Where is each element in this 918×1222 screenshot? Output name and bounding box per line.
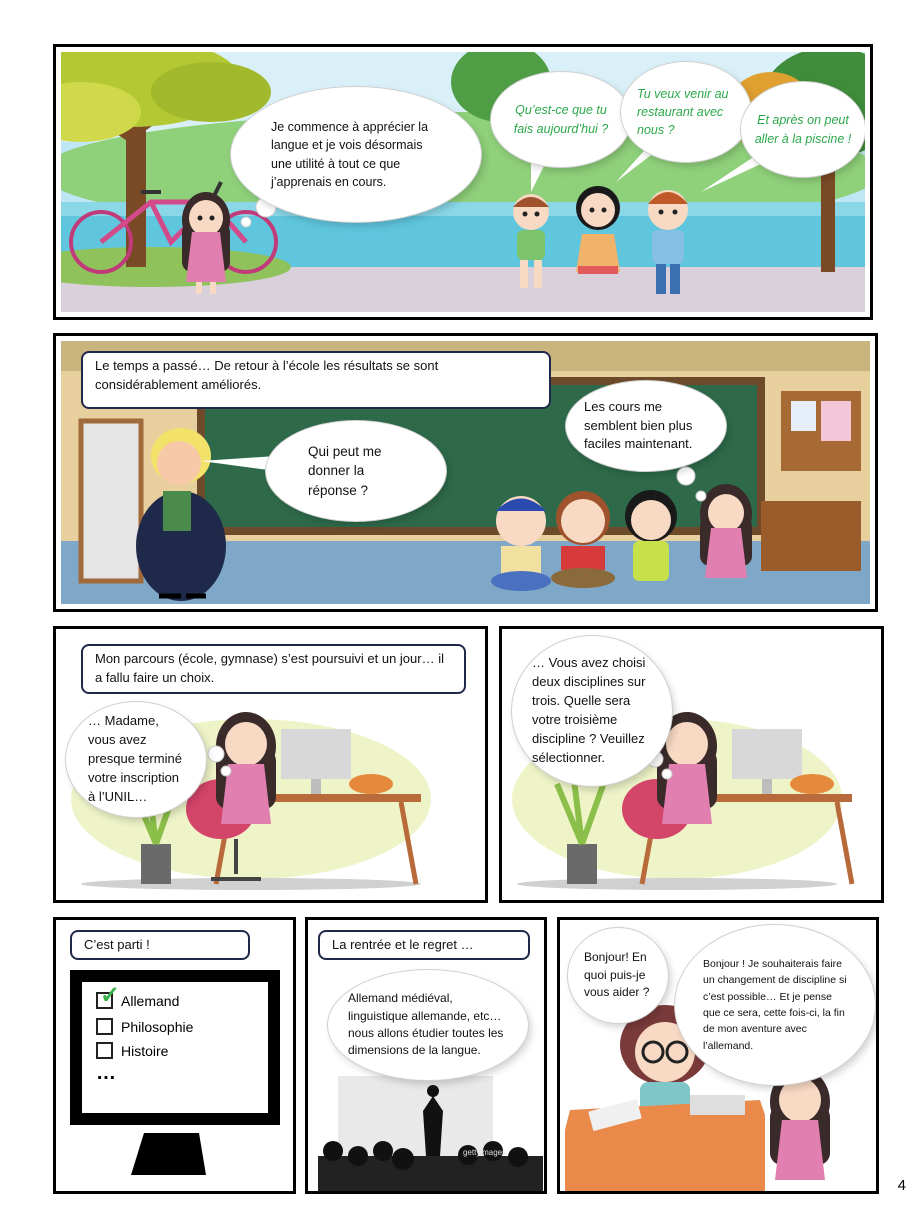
girl-character <box>700 484 752 578</box>
panel-office-1 <box>53 626 488 903</box>
speech-bubble-teacher <box>266 421 446 521</box>
thought-bubble-girl <box>566 381 726 471</box>
teacher-text: Qui peut me donner la réponse ? <box>308 443 382 498</box>
checkbox[interactable] <box>96 1042 113 1059</box>
option-allemand[interactable] <box>96 982 180 1009</box>
page-number: 4 <box>897 1177 906 1194</box>
thought-text: Les cours me semblent bien plus faciles maintenant. <box>584 398 693 452</box>
speech-bubble-friend2 <box>621 62 751 162</box>
caption-text: C’est parti ! <box>84 937 150 952</box>
thought-bubble-screen <box>512 636 672 786</box>
option-label: Allemand <box>121 992 180 1009</box>
speech-bubble-girl <box>675 925 875 1085</box>
thought-bubble-girl <box>231 87 481 222</box>
option-philosophie[interactable] <box>96 1018 193 1035</box>
office-scene <box>507 634 876 895</box>
option-histoire[interactable] <box>96 1042 168 1059</box>
thought-bubble-screen <box>66 702 206 817</box>
caption-text: La rentrée et le regret … <box>332 937 474 952</box>
thought-text: … Vous avez choisi deux disciplines sur trois. Quelle sera votre troisième discipline ? Veuillez sélectionner. <box>532 655 646 765</box>
speech-bubble-friend3 <box>741 82 865 177</box>
girl-text: Bonjour ! Je souhaiterais faire un changement de discipline si c’est possible… Et je pense que ce sera, cette fois-ci, la fin de mon aventure avec l’allemand. <box>703 958 847 1052</box>
thought-text: Je commence à apprécier la langue et je vois désormais une utilité à tout ce que j’apprenais en cours. <box>271 120 429 189</box>
monitor-stand <box>56 1125 296 1194</box>
friend2-text: Tu veux venir au restaurant avec nous ? <box>637 86 729 138</box>
speech-text: Allemand médiéval, linguistique allemande, etc… nous allons étudier toutes les dimensions de la langue. <box>348 991 504 1058</box>
panel-park <box>53 44 873 320</box>
classroom-scene <box>61 341 870 604</box>
clerk-text: Bonjour! En quoi puis-je vous aider ? <box>584 950 650 1000</box>
option-label: Philosophie <box>121 1018 194 1035</box>
speech-bubble-clerk <box>568 928 668 1023</box>
checkbox[interactable] <box>96 982 121 1009</box>
speech-bubble-lecturer <box>328 970 528 1080</box>
panel-selection <box>53 917 296 1194</box>
watermark: gettyimages <box>463 1148 507 1157</box>
panel-classroom <box>53 333 878 612</box>
thought-text: … Madame, vous avez presque terminé votre inscription à l’UNIL… <box>88 713 182 804</box>
checkbox[interactable] <box>96 1018 113 1035</box>
caption-text: Le temps a passé… De retour à l’école les résultats se sont considérablement améliorés. <box>95 358 439 392</box>
monitor-display <box>82 982 268 1113</box>
park-scene <box>61 52 865 312</box>
caption-text: Mon parcours (école, gymnase) s’est poursuivi et un jour… il a fallu faire un choix. <box>95 651 444 685</box>
monitor-screen <box>70 970 280 1125</box>
caption-box <box>81 351 551 409</box>
friend1-text: Qu’est-ce que tu fais aujourd’hui ? <box>513 103 609 136</box>
option-label: Histoire <box>121 1042 169 1059</box>
panel-lecture <box>305 917 547 1194</box>
more-options-ellipsis: … <box>96 1062 116 1084</box>
caption-box <box>70 930 250 960</box>
caption-box <box>318 930 530 960</box>
office-scene <box>61 634 480 895</box>
friend3-text: Et après on peut aller à la piscine ! <box>754 113 852 146</box>
check-icon: ✓ <box>100 982 121 1009</box>
speech-bubble-friend1 <box>491 72 631 167</box>
girl-character <box>182 192 230 294</box>
panel-office-2 <box>499 626 884 903</box>
caption-box <box>81 644 466 694</box>
panel-reception <box>557 917 879 1194</box>
